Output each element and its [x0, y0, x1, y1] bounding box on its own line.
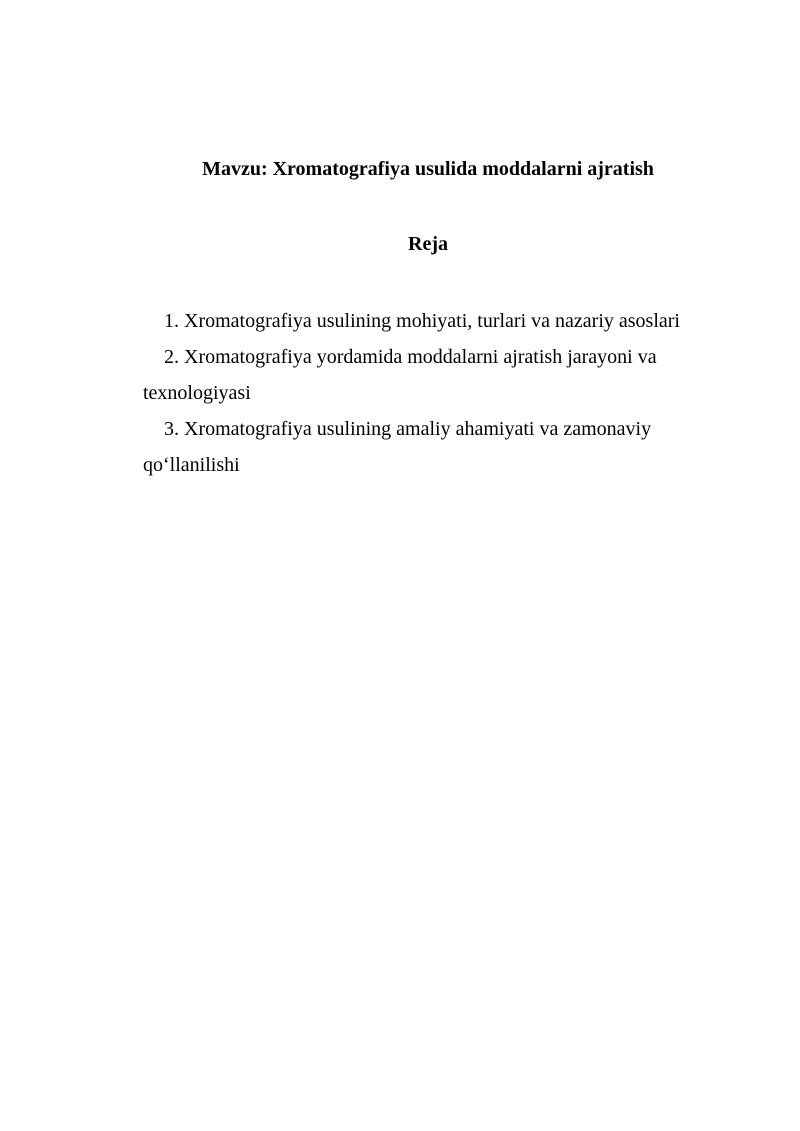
plan-item-number: 3. [164, 418, 179, 440]
plan-item-text: Xromatografiya usulining mohiyati, turlari va nazariy asoslari [184, 310, 680, 332]
plan-item-number: 2. [164, 346, 179, 368]
plan-item [143, 339, 713, 411]
plan-list [143, 303, 713, 483]
plan-item-text: Xromatografiya yordamida moddalarni ajratish jarayoni va texnologiyasi [143, 346, 657, 404]
plan-item [143, 411, 713, 483]
plan-item-text: Xromatografiya usulining amaliy ahamiyati va zamonaviy qo‘llanilishi [143, 418, 652, 476]
document-title: Mavzu: Xromatografiya usulida moddalarni ajratish [202, 158, 654, 180]
plan-heading: Reja [408, 233, 448, 255]
plan-item [143, 303, 713, 339]
plan-item-number: 1. [164, 310, 179, 332]
